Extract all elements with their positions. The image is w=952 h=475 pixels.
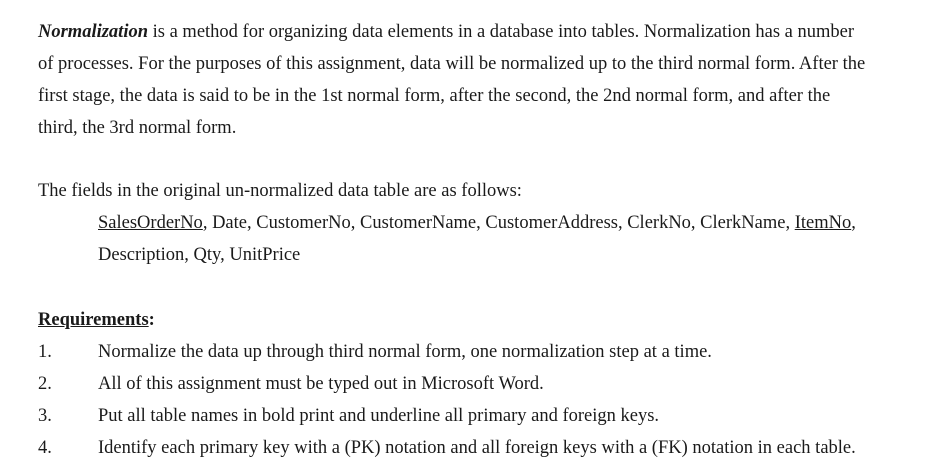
requirement-text-1: Normalize the data up through third normal form, one normalization step at a time. <box>98 342 712 362</box>
requirements-heading <box>38 309 155 331</box>
requirement-number-4: 4. <box>38 438 52 458</box>
intro-line-2: of processes. For the purposes of this assignment, data will be normalized up to the third normal form. After the <box>38 54 866 74</box>
intro-line-1 <box>38 21 854 43</box>
requirement-text-2: All of this assignment must be typed out in Microsoft Word. <box>98 374 544 394</box>
requirement-number-1: 1. <box>38 342 52 362</box>
intro-line-1-text: is a method for organizing data elements in a database into tables. Normalization has a number <box>148 22 855 42</box>
requirement-text-3: Put all table names in bold print and underline all primary and foreign keys. <box>98 406 660 426</box>
requirements-heading-colon: : <box>148 310 155 330</box>
fields-list-line-1 <box>98 212 856 234</box>
primary-key-itemno: ItemNo <box>794 213 852 233</box>
requirement-number-3: 3. <box>38 406 52 426</box>
primary-key-salesorderno: SalesOrderNo <box>98 213 203 233</box>
requirement-number-2: 2. <box>38 374 52 394</box>
normalization-term: Normalization <box>38 22 148 42</box>
fields-list-comma: , <box>851 213 856 233</box>
requirements-heading-text: Requirements <box>38 310 149 330</box>
requirement-text-4: Identify each primary key with a (PK) notation and all foreign keys with a (FK) notation in each table. <box>98 438 856 458</box>
fields-list-middle: , Date, CustomerNo, CustomerName, CustomerAddress, ClerkNo, ClerkName, <box>202 213 795 233</box>
intro-line-3: first stage, the data is said to be in the 1st normal form, after the second, the 2nd normal form, and after the <box>38 86 831 106</box>
fields-list-line-2: Description, Qty, UnitPrice <box>98 245 301 265</box>
intro-line-4: third, the 3rd normal form. <box>38 118 237 138</box>
fields-lead: The fields in the original un-normalized data table are as follows: <box>38 181 522 201</box>
